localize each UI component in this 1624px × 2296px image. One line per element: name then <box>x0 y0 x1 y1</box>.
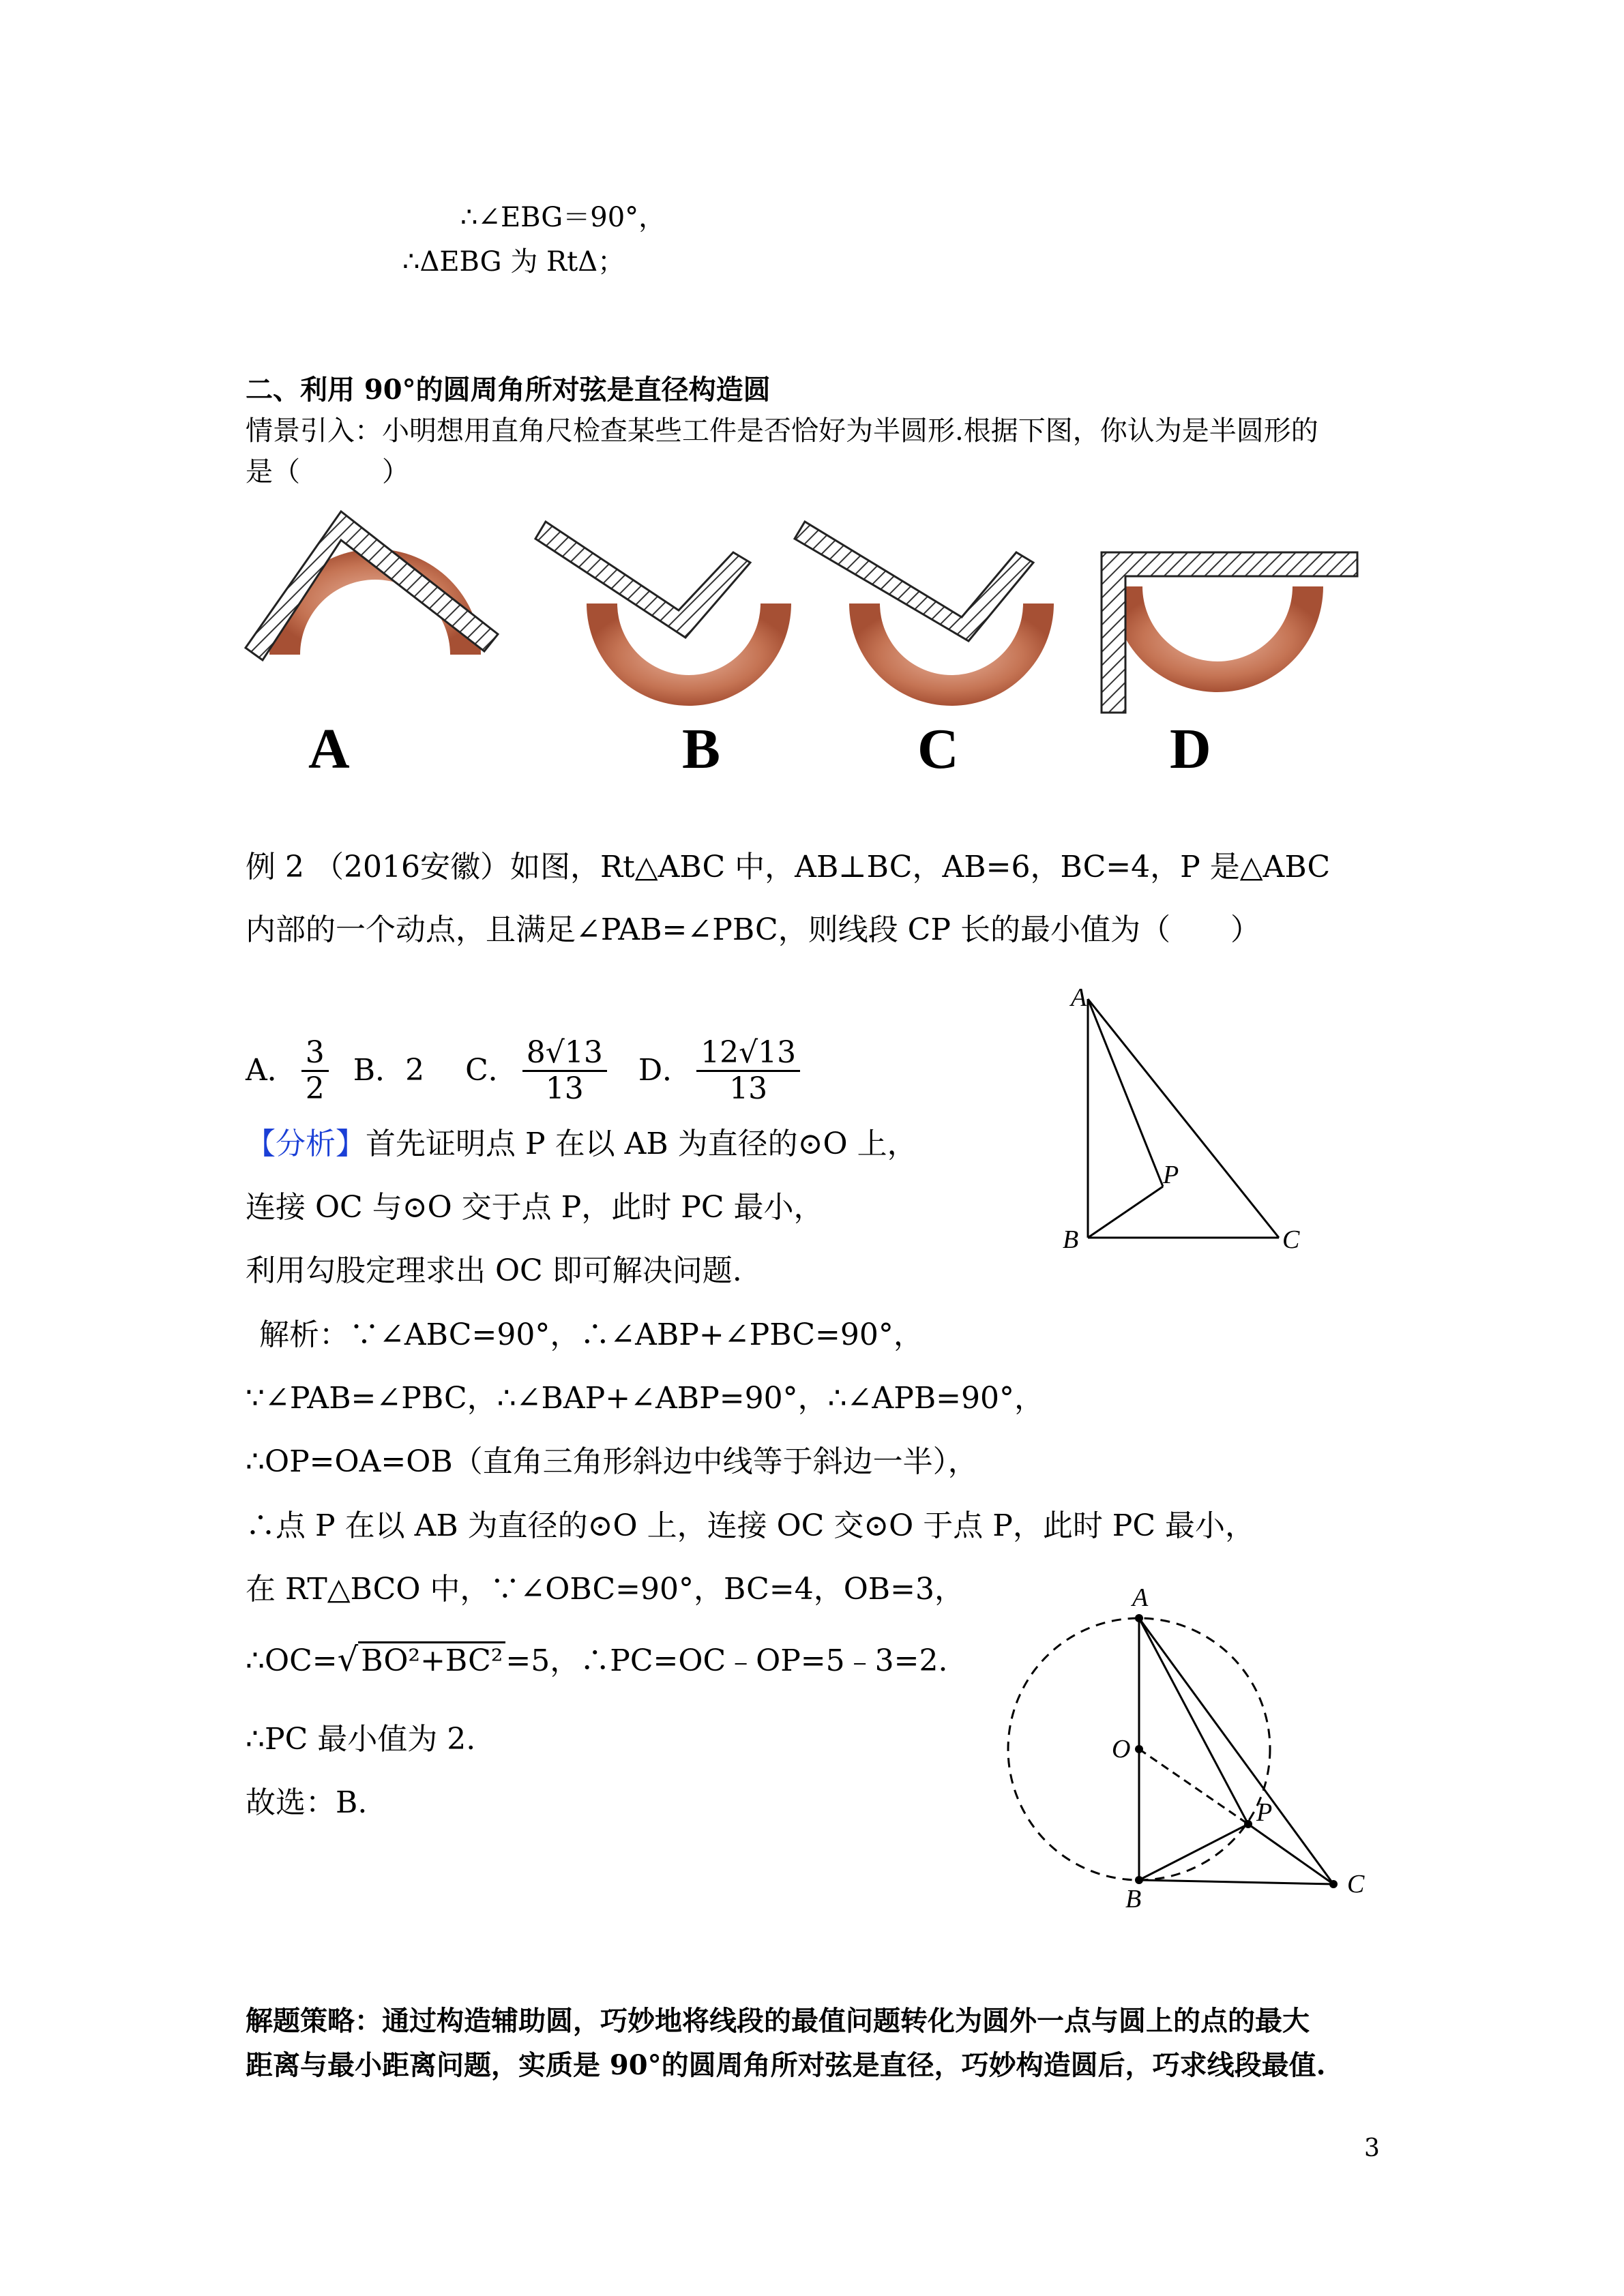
option-d-numerator: 12√13 <box>696 1036 800 1072</box>
analysis-line-2: 连接 OC 与⊙O 交于点 P，此时 PC 最小， <box>246 1190 824 1225</box>
triangle-figure-1 <box>1050 979 1323 1265</box>
example-line-2: 内部的一个动点，且满足∠PAB=∠PBC，则线段 CP 长的最小值为（ ） <box>246 912 1260 947</box>
option-c-label: C． <box>465 1053 518 1088</box>
figure-a <box>246 511 498 660</box>
analysis-line-1 <box>246 1127 917 1162</box>
circle-figure-2 <box>1003 1572 1385 1926</box>
option-c-radicand: 13 <box>564 1034 603 1070</box>
solution-line-5: 在 RT△BCO 中，∵∠OBC=90°，BC=4，OB=3， <box>246 1572 964 1607</box>
fig2-label-c: C <box>1347 1870 1365 1898</box>
figure-label-c: C <box>917 717 959 781</box>
option-d-fraction <box>696 1036 800 1106</box>
option-d-coef: 12 <box>700 1034 739 1070</box>
fig2-label-p: P <box>1256 1798 1273 1827</box>
solution-line-8: 故选：B. <box>246 1785 368 1820</box>
fig1-label-a: A <box>1071 983 1087 1012</box>
proof-line-2: ∴ΔEBG 为 RtΔ； <box>402 246 625 278</box>
option-a-label: A． <box>246 1053 297 1088</box>
figure-c <box>795 522 1054 706</box>
option-a-numerator: 3 <box>301 1036 329 1072</box>
oc-radicand: BO²+BC² <box>358 1641 505 1678</box>
proof-line-1: ∴∠EBG＝90°， <box>460 202 666 233</box>
option-a-denominator: 2 <box>305 1071 325 1106</box>
figure-d <box>1102 552 1357 713</box>
solution-line-4: ∴点 P 在以 AB 为直径的⊙O 上，连接 OC 交⊙O 于点 P，此时 PC 最小， <box>246 1508 1256 1543</box>
option-c-fraction <box>522 1036 607 1106</box>
solution-line-1: 解析：∵∠ABC=90°，∴∠ABP+∠PBC=90°， <box>259 1317 924 1352</box>
option-d-label: D． <box>638 1053 693 1088</box>
figure-label-a: A <box>308 717 350 781</box>
answer-options <box>246 1033 804 1108</box>
analysis-text-1: 首先证明点 P 在以 AB 为直径的⊙O 上， <box>366 1127 917 1161</box>
figure-label-b: B <box>682 717 721 781</box>
fig1-label-c: C <box>1282 1225 1300 1254</box>
fig1-label-p: P <box>1163 1161 1179 1189</box>
solution-line-3: ∴OP=OA=OB（直角三角形斜边中线等于斜边一半）， <box>246 1444 978 1479</box>
solution-line-2: ∵∠PAB=∠PBC，∴∠BAP+∠ABP=90°，∴∠APB=90°， <box>246 1381 1045 1416</box>
example-line-1: 例 2 （2016安徽）如图，Rt△ABC 中，AB⊥BC，AB=6，BC=4，P 是△ABC <box>246 850 1331 884</box>
option-d-denominator: 13 <box>729 1071 768 1106</box>
section-heading: 二、利用 90°的圆周角所对弦是直径构造圆 <box>246 374 771 406</box>
oc-prefix: ∴OC= <box>246 1643 338 1678</box>
try-square-figure <box>242 498 1374 723</box>
solution-line-7: ∴PC 最小值为 2. <box>246 1722 476 1757</box>
fig2-label-o: O <box>1112 1735 1131 1763</box>
strategy-line-2: 距离与最小距离问题，实质是 90°的圆周角所对弦是直径，巧妙构造圆后，巧求线段最值. <box>246 2049 1326 2081</box>
figure-label-d: D <box>1170 717 1211 781</box>
option-d-radicand: 13 <box>758 1034 797 1070</box>
option-c-numerator: 8√13 <box>522 1036 607 1072</box>
strategy-line-1: 解题策略：通过构造辅助圆，巧妙地将线段的最值问题转化为圆外一点与圆上的点的最大 <box>246 2005 1310 2037</box>
fig2-label-b: B <box>1125 1885 1142 1913</box>
fig2-label-a: A <box>1132 1583 1149 1612</box>
solution-line-6: ∴OC=√BO²+BC²=5，∴PC=OC﹣OP=5﹣3=2. <box>246 1641 948 1679</box>
intro-line-1: 情景引入：小明想用直角尺检查某些工件是否恰好为半圆形.根据下图，你认为是半圆形的 <box>246 415 1318 447</box>
analysis-line-3: 利用勾股定理求出 OC 即可解决问题. <box>246 1253 742 1288</box>
analysis-tag: 【分析】 <box>246 1127 366 1161</box>
option-b: B．2 <box>353 1053 425 1088</box>
oc-suffix: =5，∴PC=OC﹣OP=5﹣3=2. <box>505 1643 948 1678</box>
intro-line-2: 是（ ） <box>246 456 409 488</box>
figure-b <box>535 522 791 706</box>
page-number: 3 <box>1364 2134 1380 2162</box>
fig1-label-b: B <box>1063 1225 1079 1254</box>
option-c-coef: 8 <box>526 1034 546 1070</box>
option-a-fraction <box>301 1036 329 1106</box>
option-c-denominator: 13 <box>545 1071 584 1106</box>
